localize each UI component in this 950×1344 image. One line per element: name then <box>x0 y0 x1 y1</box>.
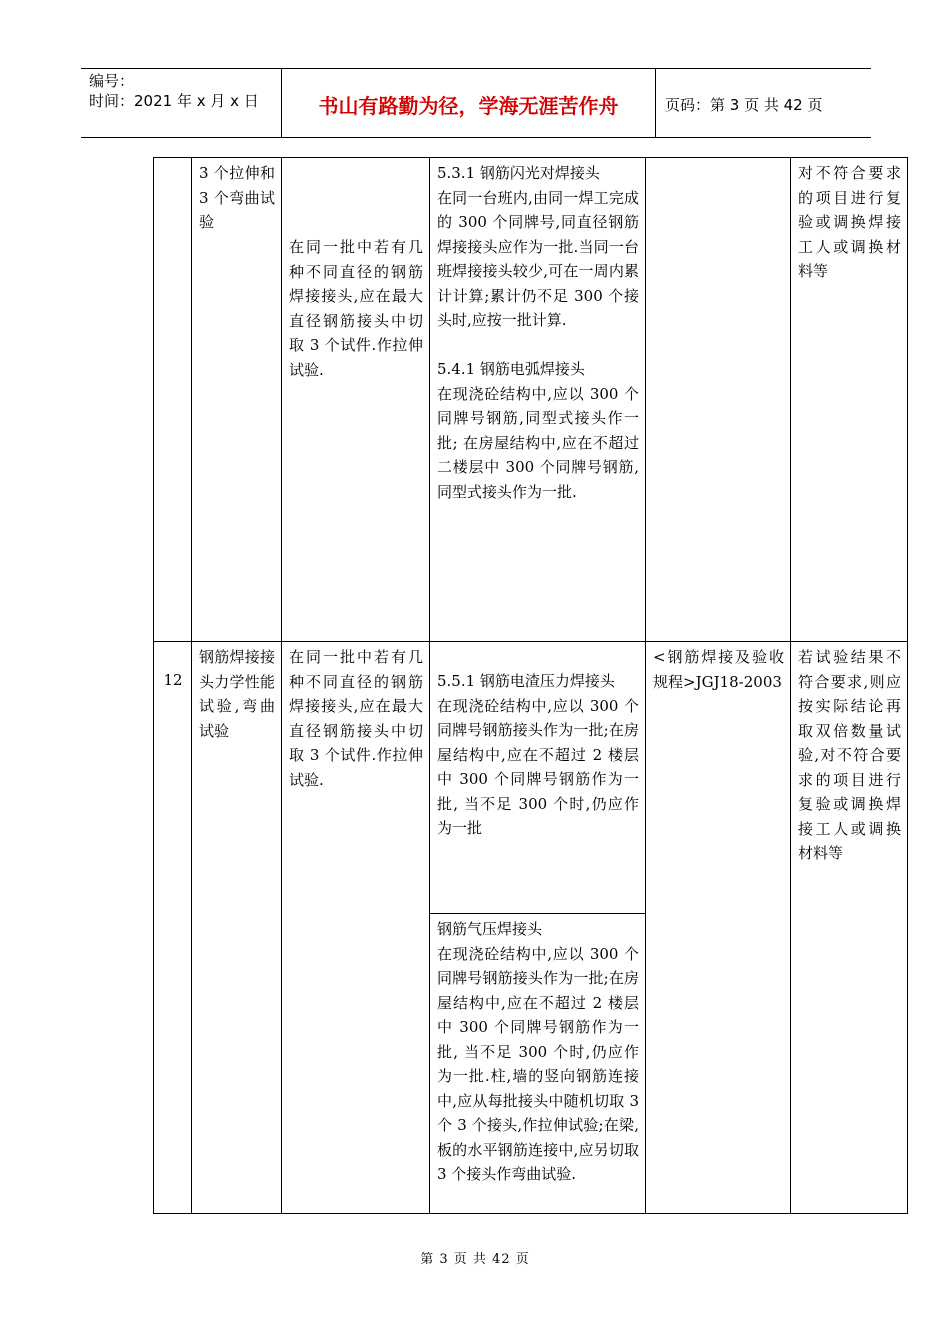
page-footer: 第 3 页 共 42 页 <box>420 1252 530 1267</box>
row-number-cell <box>154 158 192 642</box>
gas-pressure-weld-title: 钢筋气压焊接头 <box>437 920 543 938</box>
batch-rule-cell <box>430 914 646 1214</box>
remark-cell: 若试验结果不符合要求,则应按实际结论再取双倍数量试验,对不符合要求的项目进行复验或调换焊接工人或调换材料等 <box>791 642 908 1214</box>
batch-rule-cell <box>430 158 646 642</box>
header-meta <box>81 69 282 137</box>
row-number-cell: 12 <box>154 642 192 1214</box>
inspection-table <box>153 157 908 1214</box>
standard-cell: <钢筋焊接及验收规程>JGJ18-2003 <box>646 642 791 1214</box>
flash-butt-weld-title: 5.3.1 钢筋闪光对焊接头 <box>437 164 600 182</box>
remark-cell: 对不符合要求的项目进行复验或调换焊接工人或调换材料等 <box>791 158 908 642</box>
header-page-code: 页码：第 3 页 共 42 页 <box>665 96 823 114</box>
document-time-label: 时间：2021 年 x 月 x 日 <box>89 92 259 110</box>
page-header <box>81 68 871 138</box>
table-row <box>154 158 908 642</box>
electroslag-weld-text: 在现浇砼结构中,应以 300 个同牌号钢筋接头作为一批;在房屋结构中,应在不超过 2 楼层中 300 个同牌号钢筋作为一批, 当不足 300 个时,仍应作为一批 <box>437 696 639 837</box>
arc-weld-text: 在现浇砼结构中,应以 300 个同牌号钢筋,同型式接头作一批; 在房屋结构中,应在不超过二楼层中 300 个同牌号钢筋,同型式接头作为一批. <box>437 384 639 501</box>
batch-rule-cell <box>430 642 646 914</box>
sampling-method-cell: 在同一批中若有几种不同直径的钢筋焊接接头,应在最大直径钢筋接头中切取 3 个试件.作拉伸试验. <box>282 158 430 642</box>
arc-weld-title: 5.4.1 钢筋电弧焊接头 <box>437 360 585 378</box>
electroslag-weld-title: 5.5.1 钢筋电渣压力焊接头 <box>437 672 615 690</box>
header-motto: 书山有路勤为径，学海无涯苦作舟 <box>282 69 656 137</box>
test-item-cell: 钢筋焊接接头力学性能试验,弯曲试验 <box>192 642 282 1214</box>
table-row <box>154 642 908 914</box>
gas-pressure-weld-text: 在现浇砼结构中,应以 300 个同牌号钢筋接头作为一批;在房屋结构中,应在不超过 2 楼层中 300 个同牌号钢筋作为一批, 当不足 300 个时,仍应作为一批.柱,墙的竖向钢筋连接中,应从每批接头中随机切取 3 个 3 个接头,作拉伸试验;在梁,板的水平钢筋连接中,应另切取 3 个接头作弯曲试验. <box>437 944 639 1183</box>
sampling-method-cell: 在同一批中若有几种不同直径的钢筋焊接接头,应在最大直径钢筋接头中切取 3 个试件.作拉伸试验. <box>282 642 430 1214</box>
document-number-label: 编号： <box>89 72 135 90</box>
test-item-cell: 3 个拉伸和 3 个弯曲试验 <box>192 158 282 642</box>
standard-cell <box>646 158 791 642</box>
flash-butt-weld-text: 在同一台班内,由同一焊工完成的 300 个同牌号,同直径钢筋焊接接头应作为一批.当同一台班焊接接头较少,可在一周内累计计算;累计仍不足 300 个接头时,应按一批计算. <box>437 188 639 329</box>
